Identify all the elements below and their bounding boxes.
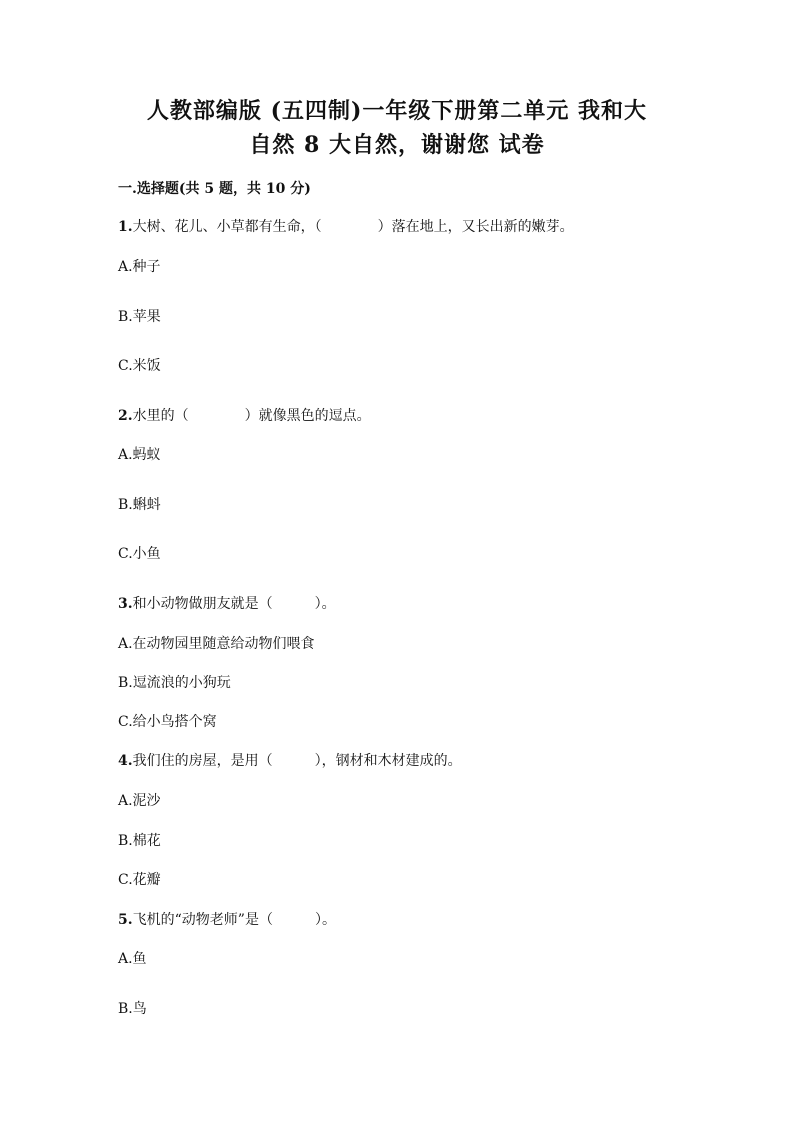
question-3-option-a: A.在动物园里随意给动物们喂食 [118,636,315,652]
question-number: 4. [118,753,133,769]
question-text: 水里的（ ）就像黑色的逗点。 [132,408,371,424]
question-number: 1. [118,219,133,235]
question-1 [118,218,574,236]
question-3 [118,595,336,613]
question-4-option-a: A.泥沙 [118,793,161,809]
section-heading: 一.选择题(共 5 题，共 10 分) [118,181,311,197]
question-text: 大树、花儿、小草都有生命，（ ）落在地上，又长出新的嫩芽。 [132,219,574,235]
question-number: 5. [118,912,133,928]
question-5-option-a: A.鱼 [118,951,147,967]
question-1-option-a: A.种子 [118,259,161,275]
page-title-line-2: 自然 8 大自然，谢谢您 试卷 [249,132,545,158]
question-4-option-b: B.棉花 [118,833,161,849]
question-5 [118,911,336,929]
question-number: 2. [118,408,133,424]
question-5-option-b: B.鸟 [118,1001,147,1017]
question-2-option-c: C.小鱼 [118,546,161,562]
question-1-option-c: C.米饭 [118,358,161,374]
question-text: 飞机的“动物老师”是（ ）。 [132,912,336,928]
question-3-option-b: B.逗流浪的小狗玩 [118,675,231,691]
question-2 [118,407,371,425]
question-4 [118,752,462,770]
page-title-line-1: 人教部编版 (五四制)一年级下册第二单元 我和大 [146,98,648,124]
question-text: 和小动物做朋友就是（ ）。 [132,596,336,612]
question-4-option-c: C.花瓣 [118,872,161,888]
question-1-option-b: B.苹果 [118,309,161,325]
question-number: 3. [118,596,133,612]
question-3-option-c: C.给小鸟搭个窝 [118,714,217,730]
question-2-option-a: A.蚂蚁 [118,447,161,463]
question-text: 我们住的房屋，是用（ ），钢材和木材建成的。 [132,753,462,769]
question-2-option-b: B.蝌蚪 [118,497,161,513]
